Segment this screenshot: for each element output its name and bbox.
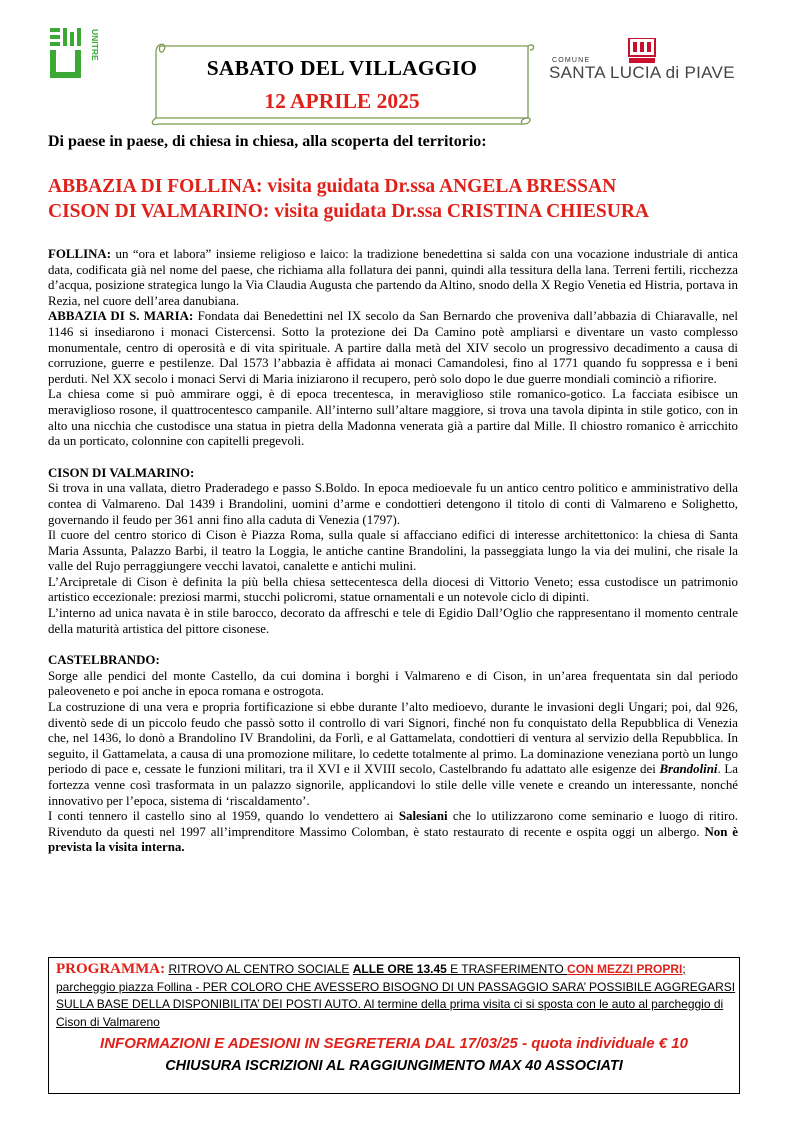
headline-follina: ABBAZIA DI FOLLINA: visita guidata Dr.ssa ANGELA BRESSAN xyxy=(48,176,617,197)
program-details: ; parcheggio piazza Follina - PER COLORO CHE AVESSERO BISOGNO DI UN PASSAGGIO SARA’ POSSIBILE AGGREGARSI SULLA BASE DELLA DISPONIBILITA’ DEI POSTI AUTO. Al termine della prima visita ci si sposta con le auto al parcheggio di Cison di Valmareno xyxy=(56,962,736,1029)
castelbrando-paragraph-3 xyxy=(48,809,738,856)
brandolini-emphasis: Brandolini xyxy=(659,762,718,777)
castelbrando-paragraph-1: Sorge alle pendici del monte Castello, da cui domina i borghi i Valmareno e di Cison, in un’area frequentata sin dal periodo paleoveneto e poi anche in epoca romana e ostrogota. xyxy=(48,668,738,699)
abbazia-paragraph xyxy=(48,309,738,387)
program-time: ALLE ORE 13.45 xyxy=(352,962,447,976)
abbazia-label: ABBAZIA DI S. MARIA: xyxy=(48,309,194,324)
subtitle: Di paese in paese, di chiesa in chiesa, alla scoperta del territorio: xyxy=(48,133,487,150)
follina-paragraph xyxy=(48,247,738,309)
castelbrando-label: CASTELBRANDO: xyxy=(48,653,160,668)
abbazia-paragraph-2: La chiesa come si può ammirare oggi, è di epoca trecentesca, in meraviglioso stile romanico-gotico. La facciata esibisce un meraviglioso rosone, il quattrocentesco campanile. All’interno sull’altare maggiore, si trova una tavola dipinta in stile gotico, con in alto una nicchia che custodisce una statua in pietra della Madonna venerata già a partire dal Mille. Il chiostro romanico è arricchito da un porticato, colonnine con capitelli pregevoli. xyxy=(48,387,738,449)
closing-line: CHIUSURA ISCRIZIONI AL RAGGIUNGIMENTO MAX 40 ASSOCIATI xyxy=(165,1058,623,1074)
follina-label: FOLLINA: xyxy=(48,247,112,261)
headline-cison: CISON DI VALMARINO: visita guidata Dr.ssa CRISTINA CHIESURA xyxy=(48,201,650,222)
castelbrando-text-c: I conti tennero il castello sino al 1959, quando lo vendettero ai xyxy=(48,809,399,824)
cison-paragraph-3: L’Arcipretale di Cison è definita la più bella chiesa settecentesca della diocesi di Vittorio Veneto; essa custodisce un patrimonio artistico eccezionale: preziosi marmi, stucchi policromi, statue ornamentali e un notevole ciclo di dipinti. xyxy=(48,574,738,605)
body-text xyxy=(48,247,738,856)
castelbrando-text-b: . La fortezza venne così trasformata in un palazzo signorile, applicandovi lo stile delle ville venete e creando un interessante, nonché innovativo per l’epoca, sistema di ‘riscaldamento’. xyxy=(48,762,738,808)
castelbrando-paragraph-2 xyxy=(48,700,738,809)
program-text xyxy=(56,961,740,1031)
unitre-logo xyxy=(50,28,102,80)
unitre-logo-text: UNITRE xyxy=(90,29,100,61)
cison-paragraph-2: Il cuore del centro storico di Cison è Piazza Roma, sulla quale si affacciano edifici di interesse architettonico: la chiesa di Santa Maria Assunta, Palazzo Barbi, il teatro la Loggia, le antiche cantine Brandolini, la passeggiata lungo la via dei mulini, che risale la valle del Rujo perraggiungere vecchi lavatoi, canalette e antichi mulini. xyxy=(48,528,738,574)
salesiani-bold: Salesiani xyxy=(398,809,448,824)
cison-label: CISON DI VALMARINO: xyxy=(48,465,195,480)
castelbrando-text-d: che lo utilizzarono come seminario e luogo di ritiro. Rivenduto da questi nel 1997 all’imprenditore Massimo Colomban, è stato restaurato di recente e ospita oggi un albergo. xyxy=(48,809,739,839)
comune-label: COMUNE xyxy=(552,57,591,64)
no-internal-visit-note: Non è prevista la visita interna. xyxy=(48,824,738,855)
info-line: INFORMAZIONI E ADESIONI IN SEGRETERIA DAL 17/03/25 - quota individuale € 10 xyxy=(100,1035,688,1052)
cison-paragraph-1: Si trova in una vallata, dietro Praderadego e passo S.Boldo. In epoca medioevale fu un antico centro politico e amministrativo della contea di Valmareno. Dal 1439 i Brandolini, uomini d’arme e condottieri detengono il titolo di conti di Valmareno e Solighetto, governando il feudo per 361 anni fino alla caduta di Venezia (1797). xyxy=(48,481,738,527)
castelbrando-text-a: La costruzione di una vera e propria fortificazione si ebbe durante l’alto medioevo, durante le invasioni degli Ungari; poi, dal 926, diventò sede di un piccolo feudo che passò sotto il controllo di vari Signori, finché non fu conquistato della Repubblica di Venezia che, nel 1436, lo donò a Brandolino IV Brandolini, da Forlì, e al Gattamelata, condottieri di ventura al servizio della Repubblica. In seguito, il Gattamelata, a causa di una promozione militare, lo cedette totalmente al primo. La dominazione veneziana portò un lungo periodo di pace e, cessate le funzioni militari, tra il XVI e il XVIII secolo, Castelbrando fu adattato alle esigenze dei xyxy=(48,700,738,777)
banner-date: 12 APRILE 2025 xyxy=(264,89,420,113)
program-meeting: RITROVO AL CENTRO SOCIALE xyxy=(168,962,350,976)
cison-paragraph-4: L’interno ad unica navata è in stile barocco, decorato da affreschi e tele di Egidio Dall’Oglio che rappresentano il momento centrale della maturità artistica del pittore cisonese. xyxy=(48,606,738,636)
program-label: PROGRAMMA: xyxy=(56,961,166,977)
comune-name: SANTA LUCIA di PIAVE xyxy=(549,63,735,82)
abbazia-text: Fondata dai Benedettini nel IX secolo da San Bernardo che proveniva dall’abbazia di Chiaravalle, nel 1146 si insediarono i monaci Cistercensi. Sotto la protezione dei Da Camino potè ampliarsi e diventare un vasto complesso monumentale, centro di operosità e di vita spirituale. A partire dalla metà del XIV secolo un progressivo decadimento a causa di corruzione, guerre e pestilenze. Dal 1573 l’abbazia è affidata ai monaci Camandolesi, fino al 1771 quando fu soppressa e i beni perduti. Nel XX secolo i monaci Servi di Maria iniziarono il recupero, però solo dopo le due guerre mondiali cominciò a rifiorire. xyxy=(48,309,738,386)
follina-text: un “ora et labora” insieme religioso e laico: la tradizione benedettina si salda con una vocazione industriale di antica data, codificata già nel nome del paese, che richiama alla follatura dei panni, quindi alla tessitura della lana. Terreni fertili, ricchezza d’acqua, posizione strategica lungo la Via Claudia Augusta che partendo da Altino, snodo della X Regio Venetia ed Histria, portava in Rezia, nel cuore dell’area danubiana. xyxy=(48,247,739,308)
program-own-vehicles: CON MEZZI PROPRI xyxy=(567,962,683,976)
program-transfer: E TRASFERIMENTO xyxy=(446,962,568,976)
banner-title: SABATO DEL VILLAGGIO xyxy=(206,56,478,80)
